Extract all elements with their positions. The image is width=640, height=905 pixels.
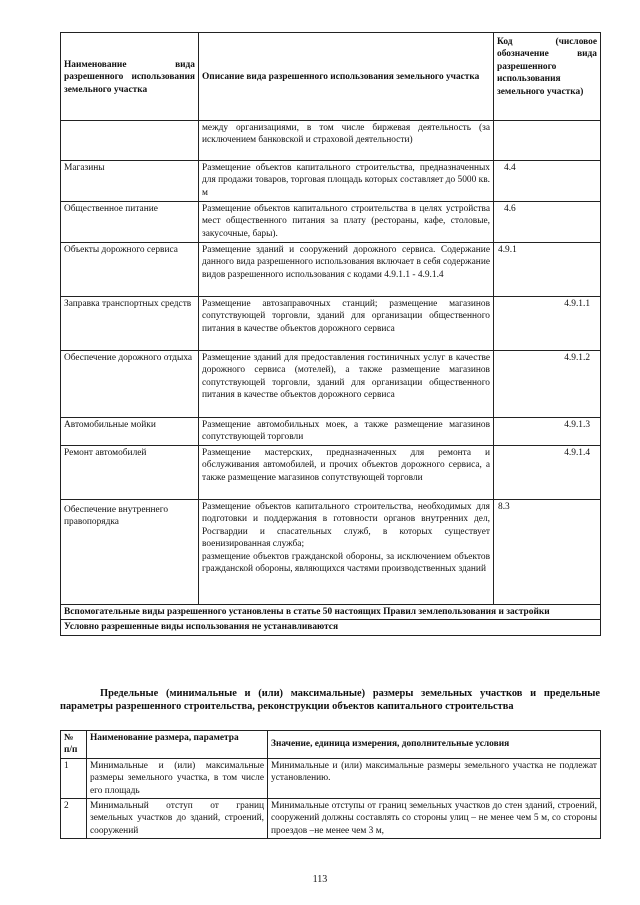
- use-code: 4.9.1.3: [494, 418, 601, 446]
- use-name: Автомобильные мойки: [61, 418, 199, 446]
- use-code: 4.9.1.2: [494, 351, 601, 418]
- use-name: Обеспечение внутреннего правопорядка: [61, 500, 199, 605]
- table-row: [61, 446, 601, 500]
- use-code: 4.6: [494, 202, 601, 243]
- table-row: [61, 121, 601, 161]
- conditional-uses-note: Условно разрешенные виды использования не устанавливаются: [61, 620, 601, 635]
- table-row: [61, 500, 601, 605]
- header-number: № п/п: [61, 731, 87, 759]
- use-description: Размещение объектов капитального строительства, предназначенных для продажи товаров, торговая площадь которых составляет до 5000 кв. м: [199, 161, 494, 202]
- use-description: Размещение мастерских, предназначенных для ремонта и обслуживания автомобилей, и прочих объектов дорожного сервиса, а также размещение магазинов сопутствующей торговли: [199, 446, 494, 500]
- header-use-code: Код (числовое обозначение вида разрешенного использования земельного участка): [494, 33, 601, 121]
- parameter-value: Минимальные отступы от границ земельных участков до стен зданий, строений, сооружений должны составлять со стороны улиц – не менее чем 5 м, со стороны проездов –не менее чем 3 м,: [268, 799, 601, 839]
- table-row: [61, 161, 601, 202]
- use-code: 8.3: [494, 500, 601, 605]
- use-name: Заправка транспортных средств: [61, 297, 199, 351]
- table-row: [61, 418, 601, 446]
- use-name: Ремонт автомобилей: [61, 446, 199, 500]
- use-code: 4.9.1.4: [494, 446, 601, 500]
- use-code: 4.9.1: [494, 243, 601, 297]
- use-description: Размещение автомобильных моек, а также размещение магазинов сопутствующей торговли: [199, 418, 494, 446]
- use-name: [61, 121, 199, 161]
- table-row: [61, 351, 601, 418]
- use-description: Размещение объектов капитального строительства в целях устройства мест общественного питания за плату (рестораны, кафе, столовые, закусочные, бары).: [199, 202, 494, 243]
- table-row: [61, 758, 601, 798]
- parameter-name: Минимальные и (или) максимальные размеры земельного участка, в том числе его площадь: [87, 758, 268, 798]
- parameter-value: Минимальные и (или) максимальные размеры земельного участка не подлежат установлению.: [268, 758, 601, 798]
- use-code: [494, 121, 601, 161]
- use-code: 4.9.1.1: [494, 297, 601, 351]
- table-row: [61, 799, 601, 839]
- auxiliary-uses-note: Вспомогательные виды разрешенного установлены в статье 50 настоящих Правил землепользования и застройки: [61, 605, 601, 620]
- use-description-part1: Размещение объектов капитального строительства, необходимых для подготовки и поддержания в готовности органов внутренних дел, Росгвардии и спасательных служб, в которых существует военизированная служба;: [202, 502, 490, 550]
- use-name: Обеспечение дорожного отдыха: [61, 351, 199, 418]
- page-number: 113: [312, 874, 328, 885]
- row-number: 1: [61, 758, 87, 798]
- table-row: [61, 202, 601, 243]
- parameter-name: Минимальный отступ от границ земельных участков до зданий, строений, сооружений: [87, 799, 268, 839]
- auxiliary-uses-row: [61, 605, 601, 620]
- use-description: Размещение зданий и сооружений дорожного сервиса. Содержание данного вида разрешенного использования включает в себя содержание видов разрешенного использования с кодами 4.9.1.1 - 4.9.1.4: [199, 243, 494, 297]
- section-title: Предельные (минимальные и (или) максимальные) размеры земельных участков и предельные параметры разрешенного строительства, реконструкции объектов капитального строительства: [60, 688, 600, 713]
- table-row: [61, 297, 601, 351]
- permitted-use-table: [60, 32, 601, 636]
- table-header-row: [61, 731, 601, 759]
- use-description: [199, 500, 494, 605]
- use-description: Размещение зданий для предоставления гостиничных услуг в качестве дорожного сервиса (мотелей), а также размещение магазинов сопутствующей торговли, зданий для организации общественного питания в качестве объектов дорожного сервиса: [199, 351, 494, 418]
- table-header-row: [61, 33, 601, 121]
- use-description: Размещение автозаправочных станций; размещение магазинов сопутствующей торговли, зданий для организации общественного питания в качестве объектов дорожного сервиса: [199, 297, 494, 351]
- header-parameter-value: Значение, единица измерения, дополнительные условия: [268, 731, 601, 759]
- row-number: 2: [61, 799, 87, 839]
- use-description-part2: размещение объектов гражданской обороны, за исключением объектов гражданской обороны, являющихся частями производственных зданий: [202, 551, 490, 575]
- use-name: Магазины: [61, 161, 199, 202]
- table-row: [61, 243, 601, 297]
- conditional-uses-row: [61, 620, 601, 635]
- header-parameter-name: Наименование размера, параметра: [87, 731, 268, 759]
- header-use-description: Описание вида разрешенного использования земельного участка: [199, 33, 494, 121]
- use-name: Объекты дорожного сервиса: [61, 243, 199, 297]
- header-use-name: Наименование вида разрешенного использования земельного участка: [61, 33, 199, 121]
- use-code: 4.4: [494, 161, 601, 202]
- use-name: Общественное питание: [61, 202, 199, 243]
- parameters-table: [60, 730, 601, 839]
- use-description: между организациями, в том числе биржевая деятельность (за исключением банковской и страховой деятельности): [199, 121, 494, 161]
